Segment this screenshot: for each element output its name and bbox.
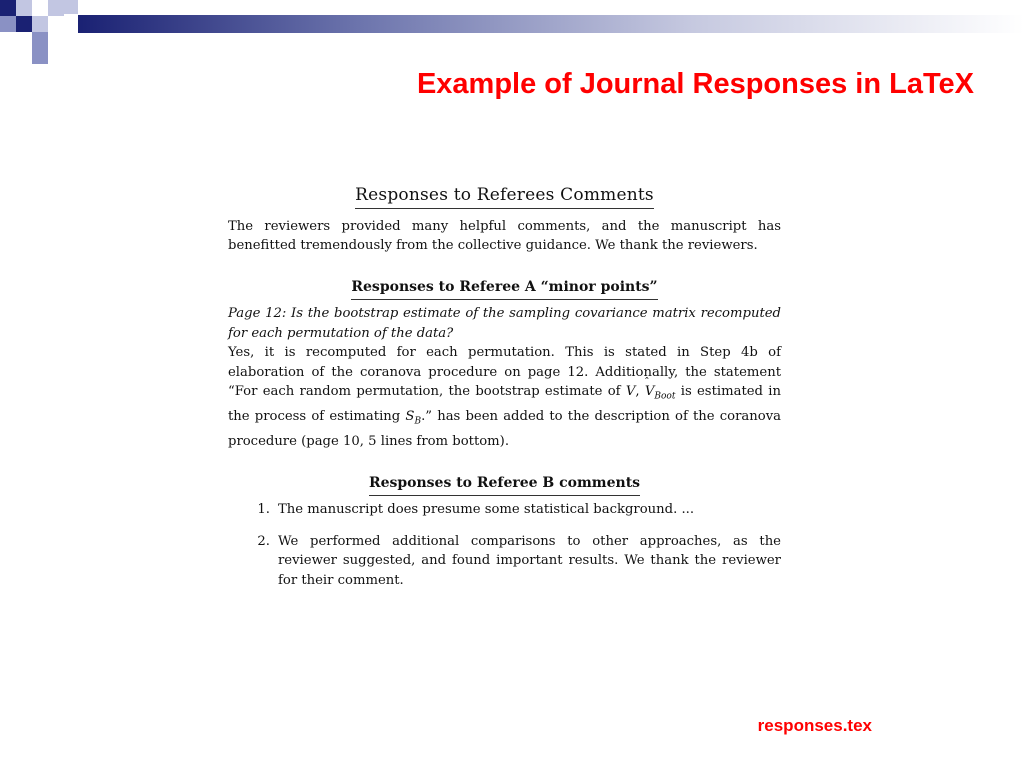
math-vhat [644, 384, 676, 402]
decor-square [32, 32, 48, 48]
referee-b-section [228, 474, 781, 591]
referee-a-heading-text: Responses to Referee A “minor points” [351, 278, 657, 301]
document-heading [228, 186, 781, 209]
list-item-text: The manuscript does presume some statistical background. ... [278, 502, 695, 518]
decor-square [64, 0, 78, 14]
referee-b-list [228, 500, 781, 590]
decor-square [16, 16, 32, 32]
math-v: V [625, 384, 636, 399]
math-b-subscript: B [414, 416, 422, 427]
list-item [228, 500, 781, 520]
referee-b-heading [228, 474, 781, 497]
hat-accent [645, 373, 655, 393]
answer-text-1: Yes, it is recomputed for each permutation. This is stated in Step 4b of elaboration of the coranova procedure on page 12. Additionally, the statement “For each random permutation, the bootstrap estimate of [228, 345, 781, 399]
list-item-number: 1. [257, 502, 270, 518]
referee-a-question: Page 12: Is the bootstrap estimate of the sampling covariance matrix recomputed for each permutation of the data? [228, 306, 781, 341]
intro-paragraph: The reviewers provided many helpful comments, and the manuscript has benefitted tremendously from the collective guidance. We thank the reviewers. [228, 218, 781, 253]
decor-square [32, 16, 48, 32]
referee-a-answer: Yes, it is recomputed for each permutation. This is stated in Step 4b of elaboration of the coranova procedure on page 12. Additionally, the statement “For each random permutation, the bootstrap estimate of V, $V_{Boot}$ is estimated in the process of estimating $S_B$.” has been added to the description of the coranova procedure (page 10, 5 lines from bottom). [228, 345, 782, 450]
footer-filename: responses.tex [757, 716, 872, 735]
answer-text-2: is estimated in the process of estimating [228, 384, 781, 425]
answer-text-3: .” has been added to the description of the coranova procedure (page 10, 5 lines from bottom). [228, 409, 782, 450]
decor-square [48, 0, 64, 16]
math-vhat-base [645, 382, 655, 402]
list-item-text: We performed additional comparisons to other approaches, as the reviewer suggested, and found important results. We thank the reviewer for their comment. [278, 533, 781, 588]
math-s-letter: S [405, 409, 415, 425]
decor-square [16, 0, 32, 16]
slide-title: Example of Journal Responses in LaTeX [416, 68, 974, 100]
math-s [405, 409, 422, 427]
math-boot-subscript: Boot [654, 391, 676, 402]
referee-a-heading [228, 278, 781, 301]
referee-b-heading-text: Responses to Referee B comments [369, 474, 640, 497]
referee-a-section [228, 278, 781, 452]
document-image [228, 186, 781, 602]
decor-square [0, 0, 16, 16]
header-gradient-bar [78, 15, 1024, 33]
decor-square [0, 16, 16, 32]
decor-square [32, 48, 48, 64]
math-vhat-letter: V [644, 384, 655, 399]
list-item [228, 532, 781, 591]
list-item-number: 2. [257, 533, 270, 549]
document-heading-text: Responses to Referees Comments [355, 186, 654, 209]
